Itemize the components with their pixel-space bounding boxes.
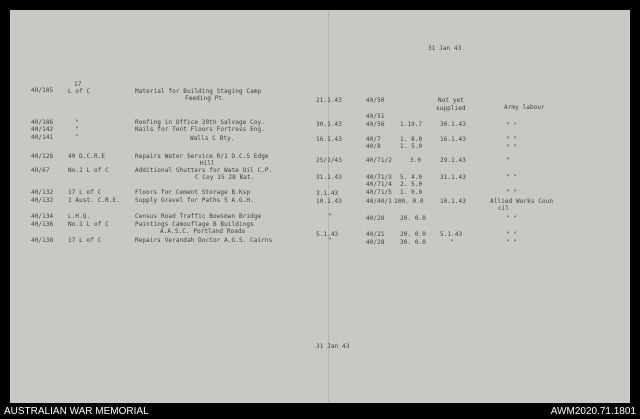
row-supplied: 5.1.43 [440, 231, 463, 238]
row-ref: 40/132 [31, 189, 54, 196]
row-unit: L of C [68, 88, 91, 95]
row-file: 40/71/5 [366, 189, 392, 196]
row-date: 21.1.43 [316, 97, 342, 104]
header-not-yet: Not yet [438, 97, 464, 104]
row-date: " [328, 237, 332, 244]
row-supplied: 31.1.43 [440, 174, 466, 181]
row-amount: 2. 5.0 [400, 181, 423, 188]
row-date: 30.1.43 [316, 121, 342, 128]
row-ref: 40/134 [31, 213, 54, 220]
row-unit: 1 Aust. C.R.E. [68, 197, 120, 204]
row-labour: " " [506, 174, 518, 181]
row-ref: 40/141 [31, 134, 54, 141]
row-labour: " " [506, 215, 518, 222]
date-top: 31 Jan 43 [428, 45, 462, 52]
row-desc: Hill [200, 160, 215, 167]
row-amount: 3.0 [410, 157, 422, 164]
footer-accession-number: AWM2020.71.1801 [550, 406, 636, 417]
row-desc: Additional Shutters for Wate Oil C.P. [135, 167, 273, 174]
row-file: 40/56 [366, 121, 385, 128]
row-supplied: 30.1.43 [440, 121, 466, 128]
row-ref: 40/67 [31, 167, 50, 174]
row-desc: A.A.S.C. Portland Roads [160, 228, 246, 235]
row-date: " [328, 213, 332, 220]
row-desc: Paintings Camouflage B Buildings [135, 221, 254, 228]
row-file: 40/40/1 [366, 198, 392, 205]
row-desc: C Coy 15 28 Bat. [195, 174, 255, 181]
row-amount: 20. 0.0 [400, 231, 426, 238]
row-date: 10.1.43 [316, 198, 342, 205]
row-file: 40/71/4 [366, 181, 392, 188]
row-desc: Repairs Water Service R/1 D.C.S Edge [135, 153, 269, 160]
row-labour: " " [506, 231, 518, 238]
row-amount: 1. 0.0 [400, 189, 423, 196]
row-labour: " [506, 157, 510, 164]
row-supplied: " [450, 239, 454, 246]
archive-footer [0, 403, 640, 419]
header-army-labour: Army labour [504, 104, 545, 111]
row-desc: Census Road Traffic Bowsman Bridge [135, 213, 262, 220]
row-file: 40/50 [366, 97, 385, 104]
row-date: 3.1.43 [316, 190, 339, 197]
row-file: 40/7 [366, 136, 381, 143]
row-unit: " [75, 126, 79, 133]
row-file: 40/8 [366, 143, 381, 150]
row-ref: 40/138 [31, 237, 54, 244]
row-labour: " " [506, 144, 518, 151]
row-ref: 40/128 [31, 153, 54, 160]
footer-institution: AUSTRALIAN WAR MEMORIAL [4, 406, 149, 417]
row-amount: 5. 4.0 [400, 174, 423, 181]
row-unit: " [75, 134, 79, 141]
row-ref: 40/136 [31, 221, 54, 228]
row-desc: Walls C Bty. [190, 135, 235, 142]
row-desc: Roofing in Office 20th Salvage Coy. [135, 119, 265, 126]
row-ref: 40/142 [31, 126, 54, 133]
row-ref: 40/186 [31, 119, 54, 126]
row-supplied: 29.1.43 [440, 157, 466, 164]
row-date: 16.1.43 [316, 136, 342, 143]
row-unit: No.1 L of C [68, 167, 109, 174]
row-file: 40/51 [366, 113, 385, 120]
row-date: 25/1/43 [316, 157, 342, 164]
row-amount: 1. 5.0 [400, 143, 423, 150]
row-file: 40/71/2 [366, 157, 392, 164]
row-desc: Floors for Cement Storage B.Ksp [135, 189, 251, 196]
date-bottom: 31 Jan 43 [316, 343, 350, 350]
row-file: 40/21 [366, 231, 385, 238]
row-labour: Allied Works Coun [490, 198, 554, 205]
row-labour: " " [506, 189, 518, 196]
row-labour: " " [506, 122, 518, 129]
row-amount: 30. 0.0 [400, 239, 426, 246]
row-labour: " " [506, 136, 518, 143]
row-desc: Feeding Pt. [185, 95, 226, 102]
row-date: 31.1.43 [316, 174, 342, 181]
row-unit: " [75, 119, 79, 126]
row-supplied: 16.1.43 [440, 136, 466, 143]
row-desc: Supply Gravel for Paths 5 A.G.H. [135, 197, 254, 204]
row-amount: 1.19.7 [400, 121, 423, 128]
row-labour: " " [506, 239, 518, 246]
header-supplied: supplied [436, 105, 466, 112]
row-desc: Repairs Verandah Doctor A.G.S. Cairns [135, 237, 273, 244]
document-page [10, 10, 630, 403]
row-unit: 17 [74, 81, 82, 88]
row-file: 40/28 [366, 239, 385, 246]
row-labour: cil [498, 205, 510, 212]
row-file: 40/71/3 [366, 174, 392, 181]
row-amount: 1. 8.0 [400, 136, 423, 143]
row-unit: L.H.Q. [68, 213, 91, 220]
row-file: 40/20 [366, 215, 385, 222]
row-desc: Material for Building Staging Camp [135, 88, 262, 95]
row-unit: 17 L of C [68, 189, 102, 196]
row-amount: 100. 0.0 [394, 198, 424, 205]
row-unit: 40 D.C.R.E [68, 153, 106, 160]
row-amount: 20. 0.0 [400, 215, 426, 222]
row-desc: Nails for Tent Floors Fortress Eng. [135, 126, 265, 133]
row-date: 5.1.43 [316, 231, 339, 238]
row-ref: 40/132 [31, 197, 54, 204]
row-unit: No.1 L of C [68, 221, 109, 228]
row-ref: 40/185 [31, 87, 54, 94]
row-supplied: 10.1.43 [440, 198, 466, 205]
row-unit: 17 L of C [68, 237, 102, 244]
